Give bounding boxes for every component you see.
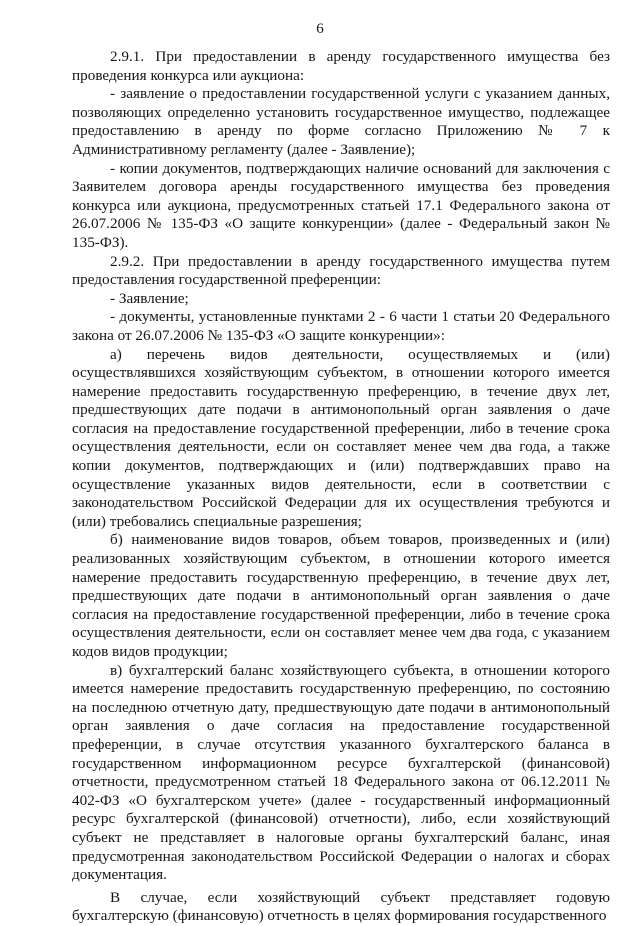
paragraph-application-item: - заявление о предоставлении государственной услуги с указанием данных, позволяющих определенно установить государственное имущество, подлежащее предоставлению в аренду по форме согласно Приложению № 7 к Административному регламенту (далее - Заявление);	[72, 85, 610, 158]
paragraph-copies-item: - копии документов, подтверждающих наличие оснований для заключения с Заявителем договора аренды государственного имущества без проведения конкурса или аукциона, предусмотренных статьей 17.1 Федерального закона от 26.07.2006 № 135-ФЗ «О защите конкуренции» (далее - Федеральный закон № 135-ФЗ).	[72, 159, 610, 251]
paragraph-annual-reporting: В случае, если хозяйствующий субъект представляет годовую бухгалтерскую (финансовую) отчетность в целях формирования государственного	[72, 888, 610, 925]
page-number: 6	[316, 21, 324, 37]
paragraph-2-9-2-heading: 2.9.2. При предоставлении в аренду государственного имущества путем предоставления государственной преференции:	[72, 252, 610, 289]
body-text	[72, 48, 610, 926]
paragraph-application-short: - Заявление;	[110, 289, 189, 307]
paragraph-subitem-b: б) наименование видов товаров, объем товаров, произведенных и (или) реализованных хозяйствующим субъектом, в отношении которого имеется намерение предоставить государственную преференцию, в течение двух лет, предшествующих дате подачи в антимонопольный орган заявления о даче согласия на предоставление государственной преференции, либо в течение срока осуществления деятельности, если он составляет менее чем два года, с указанием кодов видов продукции;	[72, 531, 610, 660]
paragraph-subitem-v: в) бухгалтерский баланс хозяйствующего субъекта, в отношении которого имеется намерение предоставить государственную преференцию, по состоянию на последнюю отчетную дату, предшествующую дате подачи в антимонопольный орган заявления о даче согласия на предоставление государственной преференции, в случае отсутствия указанного бухгалтерского баланса в государственном информационном ресурсе бухгалтерской (финансовой) отчетности, предусмотренном статьей 18 Федерального закона от 06.12.2011 № 402-ФЗ «О бухгалтерском учете» (далее - государственный информационный ресурс бухгалтерской (финансовой) отчетности), либо, если хозяйствующий субъект не представляет в налоговые органы бухгалтерский баланс, иная предусмотренная законодательством Российской Федерации о налогах и сборах документация.	[72, 661, 610, 884]
paragraph-2-9-1-heading: 2.9.1. При предоставлении в аренду государственного имущества без проведения конкурса или аукциона:	[72, 48, 610, 84]
paragraph-documents-item: - документы, установленные пунктами 2 - 6 части 1 статьи 20 Федерального закона от 26.07.2006 № 135-ФЗ «О защите конкуренции»:	[72, 308, 610, 344]
paragraph-subitem-a: а) перечень видов деятельности, осуществляемых и (или) осуществлявшихся хозяйствующим субъектом, в отношении которого имеется намерение предоставить государственную преференцию, в течение двух лет, предшествующих дате подачи в антимонопольный орган заявления о даче согласия на предоставление государственной преференции, либо в течение срока осуществления деятельности, если он составляет менее чем два года, а также копии документов, подтверждающих и (или) подтверждавших право на осуществление указанных видов деятельности, если в соответствии с законодательством Российской Федерации для их осуществления требуются и (или) требовались специальные разрешения;	[72, 345, 610, 530]
